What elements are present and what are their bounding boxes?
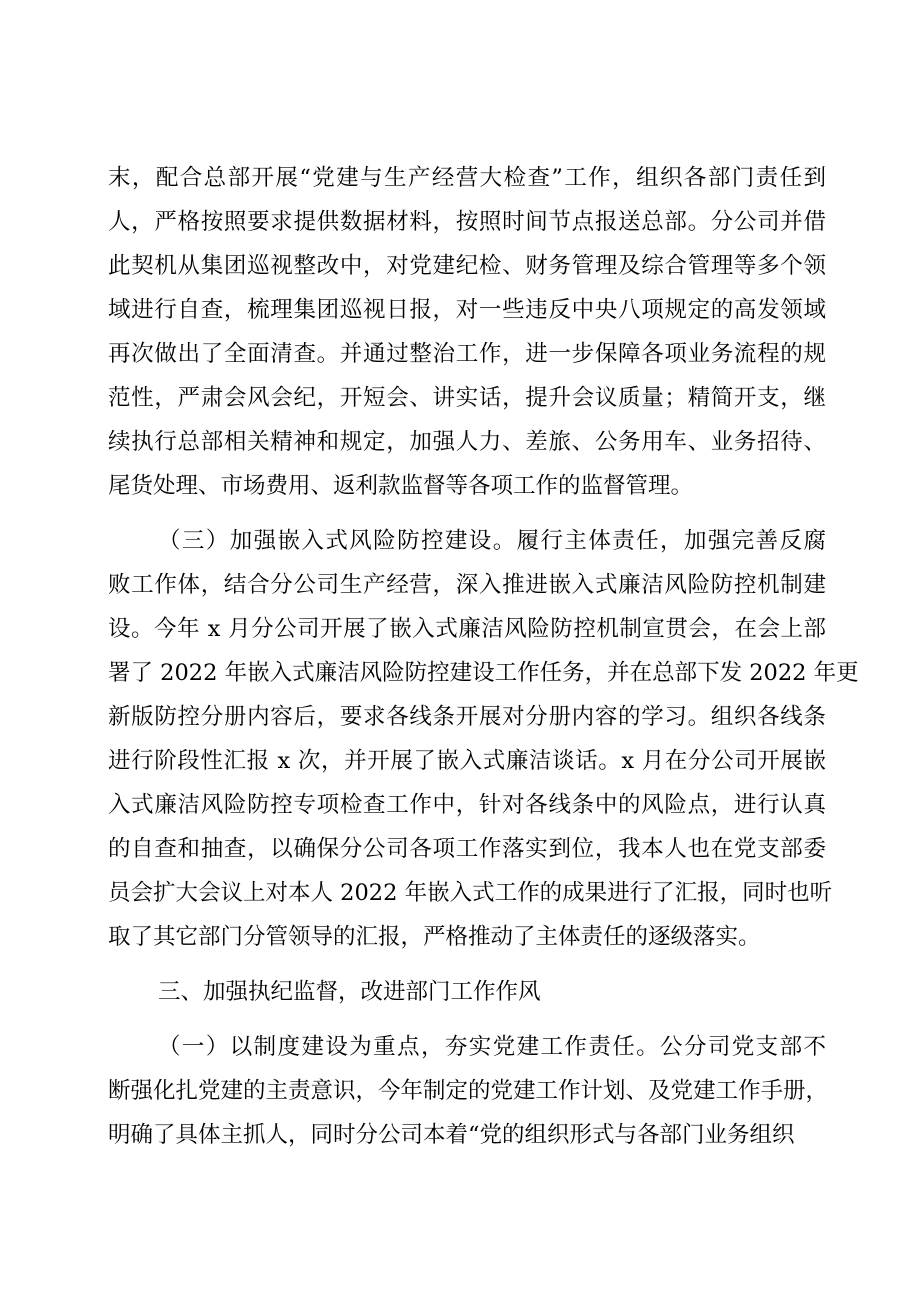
text-line: 进行阶段性汇报 x 次，并开展了嵌入式廉洁谈话。x 月在分公司开展嵌 [108, 748, 826, 774]
text-line: 署了 2022 年嵌入式廉洁风险防控建设工作任务，并在总部下发 2022 年更 [108, 660, 859, 686]
text-line: 新版防控分册内容后，要求各线条开展对分册内容的学习。组织各线条 [108, 704, 826, 730]
text-line: 的自查和抽查，以确保分公司各项工作落实到位，我本人也在党支部委 [108, 836, 826, 862]
text-line: 取了其它部门分管领导的汇报，严格推动了主体责任的逐级落实。 [108, 924, 761, 950]
paragraph-section-three-heading [108, 970, 826, 1014]
text-line: 再次做出了全面清查。并通过整治工作，进一步保障各项业务流程的规 [108, 341, 826, 367]
paragraph-spacing [108, 1014, 826, 1025]
text-line: 续执行总部相关精神和规定，加强人力、差旅、公务用车、业务招待、 [108, 429, 826, 455]
text-line: 末，配合总部开展“党建与生产经营大检查”工作，组织各部门责任到 [108, 165, 826, 191]
text-line: 设。今年 x 月分公司开展了嵌入式廉洁风险防控机制宣贯会，在会上部 [108, 616, 826, 642]
text-line: 三、加强执纪监督，改进部门工作作风 [158, 979, 541, 1005]
text-line: 明确了具体主抓人，同时分公司本着“党的组织形式与各部门业务组织 [108, 1122, 795, 1148]
paragraph-spacing [108, 959, 826, 970]
text-line: （三）加强嵌入式风险防控建设。履行主体责任，加强完善反腐 [158, 528, 826, 554]
paragraph-continued-inspection [108, 156, 826, 508]
text-line: （一）以制度建设为重点，夯实党建工作责任。公分司党支部不 [158, 1034, 826, 1060]
text-line: 此契机从集团巡视整改中，对党建纪检、财务管理及综合管理等多个领 [108, 253, 826, 279]
text-line: 域进行自查，梳理集团巡视日报，对一些违反中央八项规定的高发领域 [108, 297, 826, 323]
text-line: 入式廉洁风险防控专项检查工作中，针对各线条中的风险点，进行认真 [108, 792, 826, 818]
paragraph-spacing [108, 508, 826, 519]
text-line: 人，严格按照要求提供数据材料，按照时间节点报送总部。分公司并借 [108, 209, 826, 235]
text-line: 败工作体，结合分公司生产经营，深入推进嵌入式廉洁风险防控机制建 [108, 572, 826, 598]
text-line: 员会扩大会议上对本人 2022 年嵌入式工作的成果进行了汇报，同时也听 [108, 880, 833, 906]
text-line: 断强化扎党建的主责意识，今年制定的党建工作计划、及党建工作手册， [108, 1078, 829, 1104]
paragraph-embedded-risk-control [108, 519, 859, 959]
text-line: 范性，严肃会风会纪，开短会、讲实话，提升会议质量；精简开支，继 [108, 385, 826, 411]
document-body [108, 156, 859, 1157]
text-line: 尾货处理、市场费用、返利款监督等各项工作的监督管理。 [108, 473, 694, 499]
paragraph-system-building [108, 1025, 829, 1157]
